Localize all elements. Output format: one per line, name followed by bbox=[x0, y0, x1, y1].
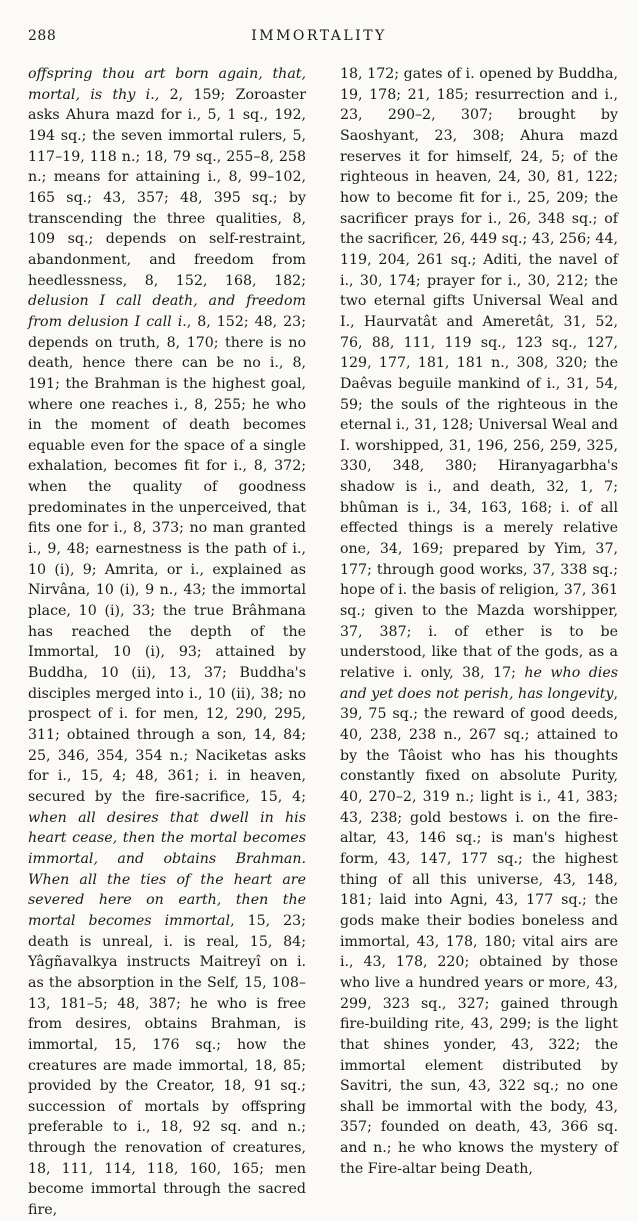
left-column bbox=[28, 64, 306, 1219]
right-column bbox=[340, 64, 618, 1177]
running-head: IMMORTALITY bbox=[251, 28, 387, 44]
right-column-text bbox=[340, 64, 618, 1179]
index-text-segment: he who dies and yet does not perish, has longevity bbox=[340, 665, 618, 702]
index-text-segment: offspring thou art born again, that, mortal, is thy i., bbox=[28, 66, 306, 103]
index-text-segment: 18, 172; gates of i. opened by Buddha, 19, 178; 21, 185; resurrection and i., 23, 290–2, 307; brought by Saoshyant, 23, 308; Ahura mazd reserves it for himself, 24, 5; of the righteous in heaven, 24, 30, 81, 122; how to become fit for i., 25, 209; the sacrificer prays for i., 26, 348 sq.; of the sacrificer, 26, 449 sq.; 43, 256; 44, 119, 204, 261 sq.; Aditi, the navel of i., 30, 174; prayer for i., 30, 212; the two eternal gifts Universal Weal and I., Haurvatât and Ameretât, 31, 52, 76, 88, 111, 119 sq., 123 sq., 127, 129, 177, 181, 181 n., 308, 320; the Daêvas beguile mankind of i., 31, 54, 59; the souls of the righteous in the eternal i., 31, 128; Universal Weal and I. worshipped, 31, 196, 256, 259, 325, 330, 348, 380; Hiranyagarbha's shadow is i., and death, 32, 1, 7; bhûman is i., 34, 163, 168; i. of all effected things is a merely relative one, 34, 169; prepared by Yim, 37, 177; through good works, 37, 338 sq.; hope of i. the basis of religion, 37, 361 sq.; given to the Mazda worshipper, 37, 387; i. of ether is to be understood, like that of the gods, as a relative i. only, 38, 17; bbox=[340, 66, 618, 682]
index-text-segment: 2, 159; Zoroaster asks Ahura mazd for i., 5, 1 sq., 192, 194 sq.; the seven immortal rulers, 5, 117–19, 118 n.; 18, 79 sq., 255–8, 258 n.; means for attaining i., 8, 99–102, 165 sq.; 43, 357; 48, 395 sq.; by transcending the three qualities, 8, 109 sq.; depends on self-restraint, abandonment, and freedom from heedlessness, 8, 152, 168, 182; bbox=[28, 86, 306, 289]
page-number: 288 bbox=[28, 28, 57, 44]
index-text-segment: , 39, 75 sq.; the reward of good deeds, 40, 238, 238 n., 267 sq.; attained to by the Tâoist who has his thoughts constantly fixed on absolute Purity, 40, 270–2, 319 n.; light is i., 41, 383; 43, 238; gold bestows i. on the fire-altar, 43, 146 sq.; is man's highest form, 43, 147, 177 sq.; the highest thing of all this universe, 43, 148, 181; laid into Agni, 43, 177 sq.; the gods make their bodies boneless and immortal, 43, 178, 180; vital airs are i., 43, 178, 220; obtained by those who live a hundred years or more, 43, 299, 323 sq., 327; gained through fire-building rite, 43, 299; is the light that shines yonder, 43, 322; the immortal element distributed by Savitri, the sun, 43, 322 sq.; no one shall be immortal with the body, 43, 357; founded on death, 43, 366 sq. and n.; he who knows the mystery of the Fire-altar being Death, bbox=[340, 685, 618, 1177]
left-column-text bbox=[28, 64, 306, 1221]
index-text-segment: , 15, 23; death is unreal, i. is real, 15, 84; Yâgñavalkya instructs Maitreyî on i. as the absorption in the Self, 15, 108–13, 181–5; 48, 387; he who is free from desires, obtains Brahman, is immortal, 15, 176 sq.; how the creatures are made immortal, 18, 85; provided by the Creator, 18, 91 sq.; succession of mortals by offspring preferable to i., 18, 92 sq. and n.; through the renovation of creatures, 18, 111, 114, 118, 160, 165; men become immortal through the sacred fire, bbox=[28, 912, 306, 1219]
index-text-segment: delusion I call death, and freedom from delusion I call i. bbox=[28, 293, 306, 330]
index-columns bbox=[28, 64, 618, 1219]
index-text-segment: when all desires that dwell in his heart cease, then the mortal becomes immortal, and obtains Brahman. When all the ties of the heart are severed here on earth, then the mortal becomes immortal bbox=[28, 809, 306, 929]
index-text-segment: , 8, 152; 48, 23; depends on truth, 8, 170; there is no death, hence there can be no i., 8, 191; the Brahman is the highest goal, where one reaches i., 8, 255; he who in the moment of death becomes equable even for the space of a single exhalation, becomes fit for i., 8, 372; when the quality of goodness predominates in the unperceived, that fits one for i., 8, 373; no man granted i., 9, 48; earnestness is the path of i., 10 (i), 9; Amrita, or i., explained as Nirvâna, 10 (i), 9 n., 43; the immortal place, 10 (i), 33; the true Brâhmana has reached the depth of the Immortal, 10 (i), 93; attained by Buddha, 10 (ii), 13, 37; Buddha's disciples merged into i., 10 (ii), 38; no prospect of i. for men, 12, 290, 295, 311; obtained through a son, 14, 84; 25, 346, 354, 354 n.; Naciketas asks for i., 15, 4; 48, 361; i. in heaven, secured by the fire-sacrifice, 15, 4; bbox=[28, 313, 306, 805]
page-header bbox=[28, 28, 610, 50]
